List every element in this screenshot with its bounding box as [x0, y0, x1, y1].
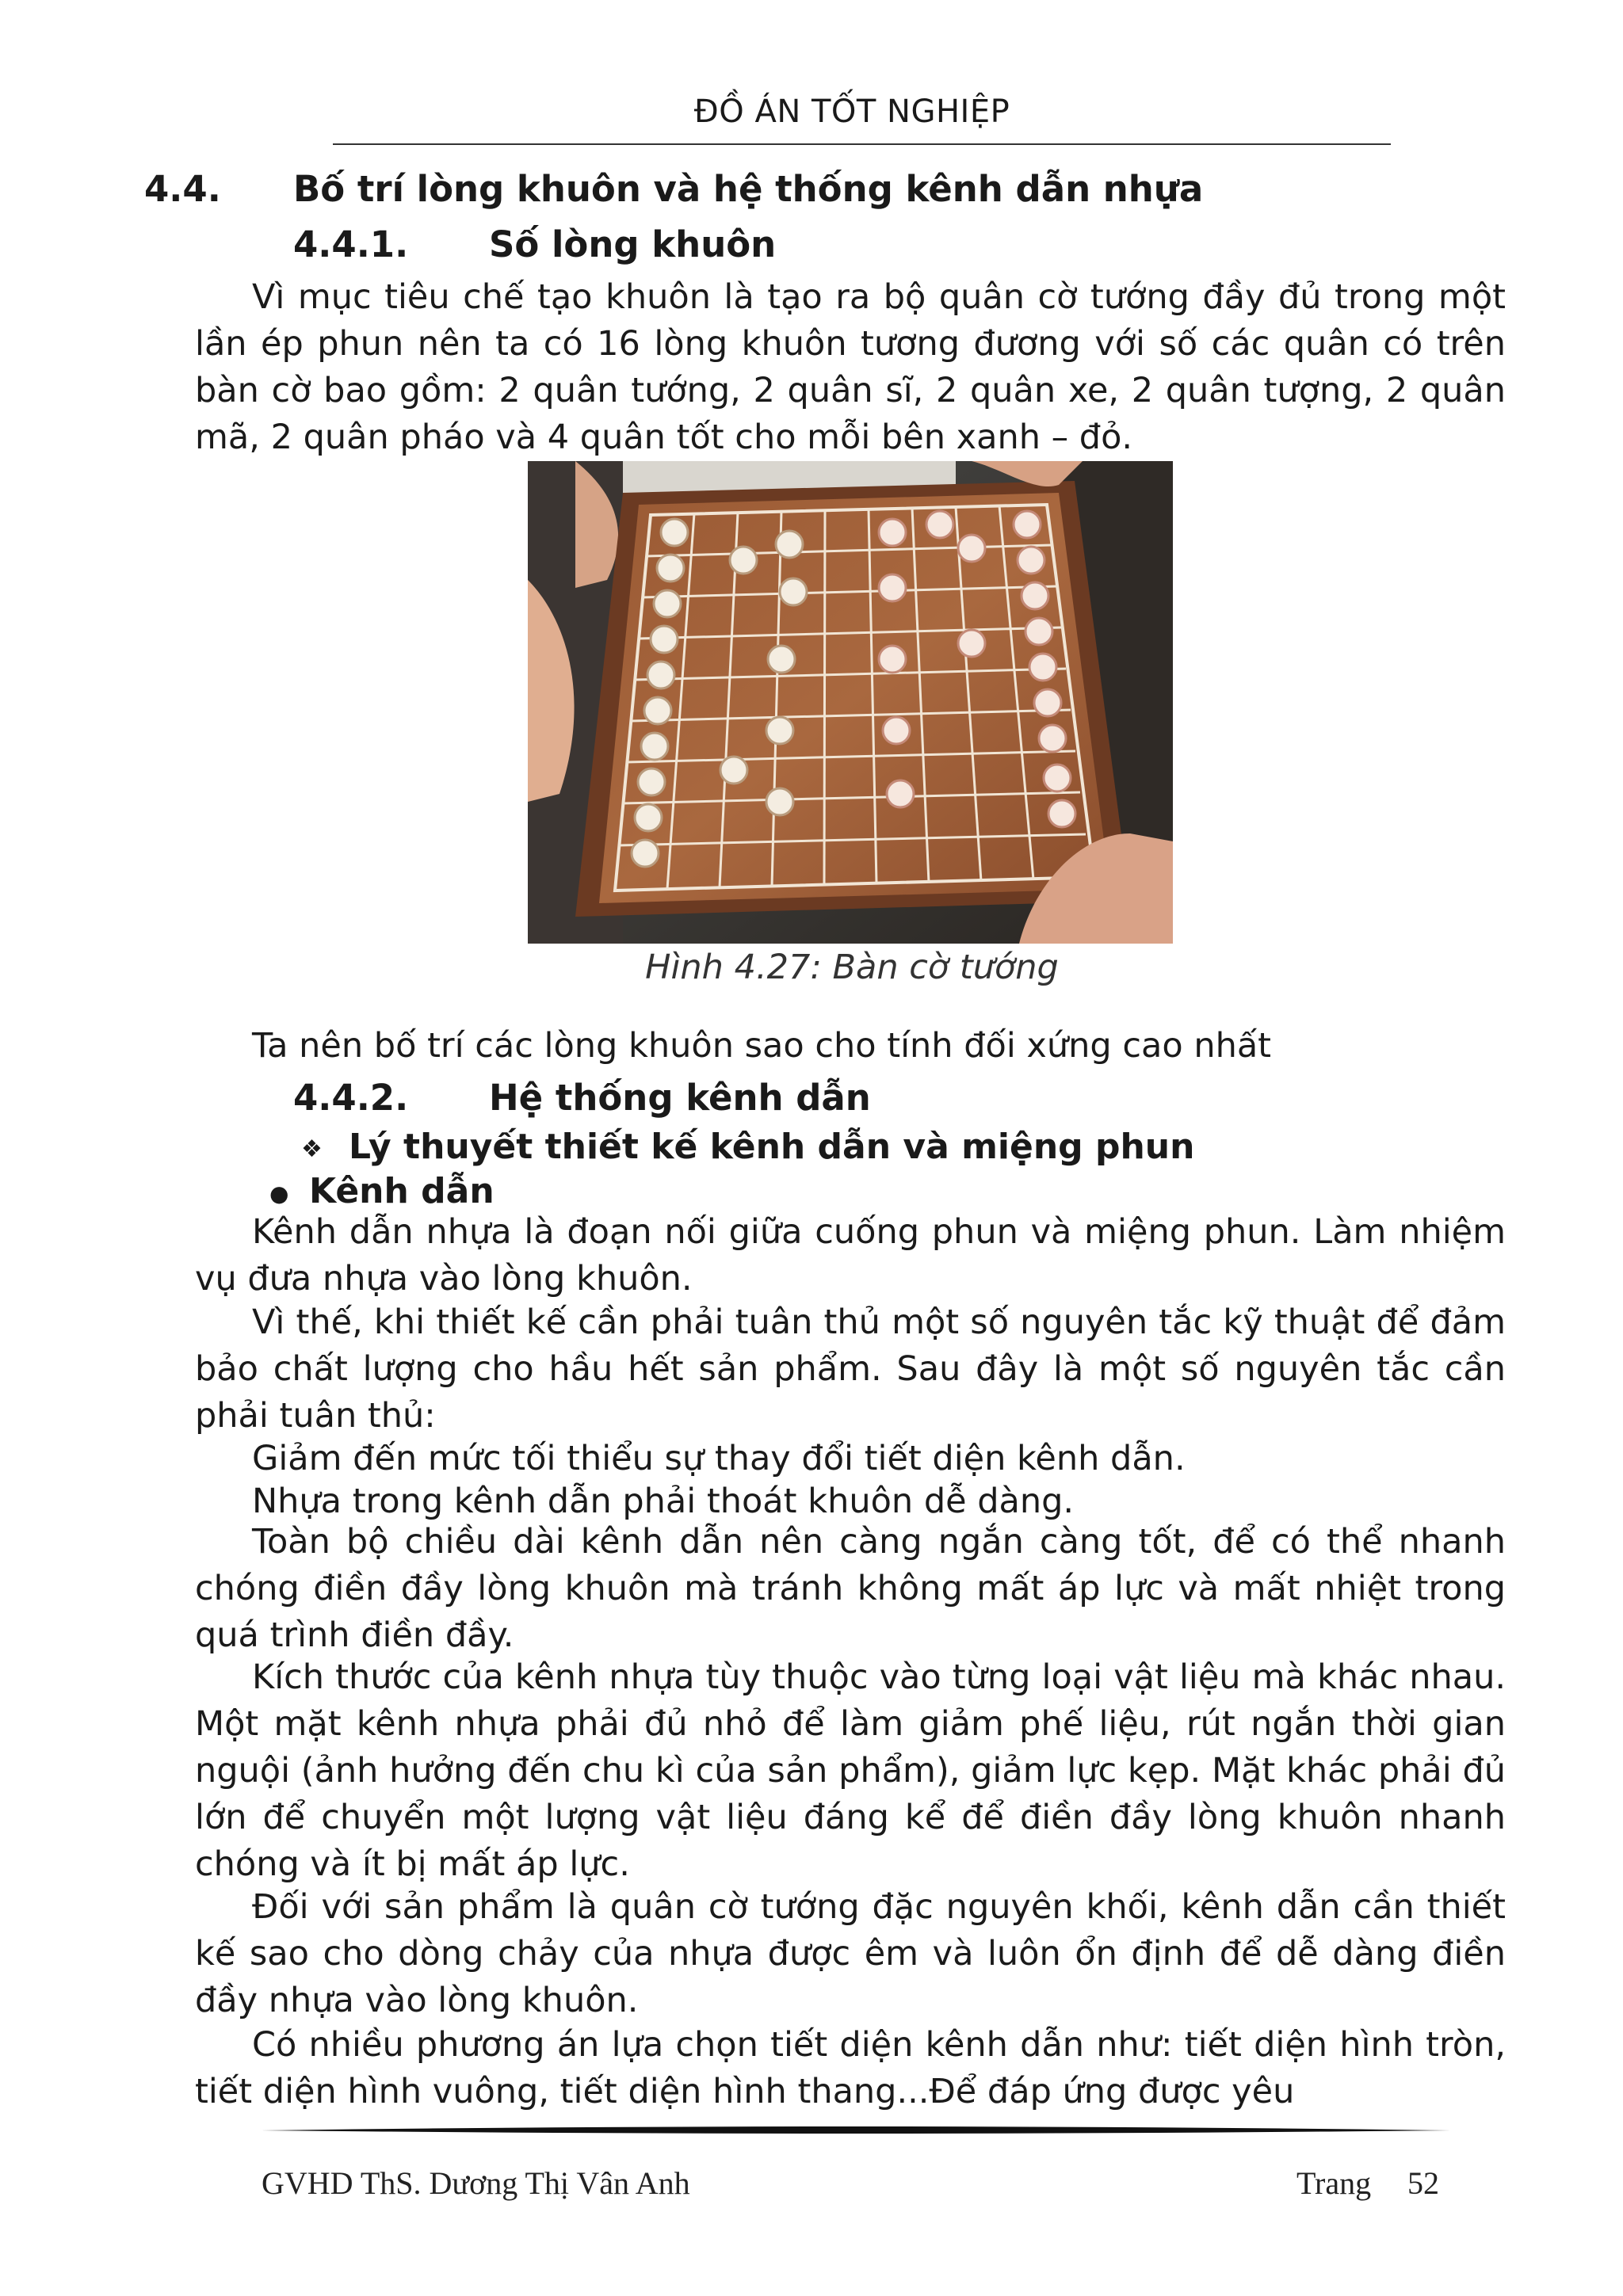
- page-header-title: ĐỒ ÁN TỐT NGHIỆP: [693, 93, 1010, 130]
- section-title: Bố trí lòng khuôn và hệ thống kênh dẫn nhựa: [293, 168, 1204, 210]
- section-number: 4.4.: [144, 168, 221, 210]
- paragraph-symmetry: Ta nên bố trí các lòng khuôn sao cho tính đối xứng cao nhất: [252, 1026, 1272, 1066]
- dot-bullet-icon: ●: [269, 1180, 289, 1207]
- subsection-number-1: 4.4.1.: [293, 223, 409, 265]
- subsection-heading-2: [293, 1077, 871, 1119]
- paragraph-runner-length: Toàn bộ chiều dài kênh dẫn nên càng ngắn càng tốt, để có thể nhanh chóng điền đầy lòng khuôn mà tránh không mất áp lực và mất nhiệt trong quá trình điền đầy.: [195, 1522, 1506, 1655]
- footer-supervisor: GVHD ThS. Dương Thị Vân Anh: [262, 2165, 690, 2201]
- bullet-runner-text: Kênh dẫn: [309, 1171, 495, 1211]
- principle-line-1: Giảm đến mức tối thiểu sự thay đổi tiết diện kênh dẫn.: [252, 1439, 1186, 1478]
- header-divider: [333, 143, 1391, 145]
- bullet-runner: [269, 1171, 495, 1211]
- bullet-theory-text: Lý thuyết thiết kế kênh dẫn và miệng phun: [349, 1127, 1195, 1167]
- paragraph-runner-size: Kích thước của kênh nhựa tùy thuộc vào từng loại vật liệu mà khác nhau. Một mặt kênh nhựa phải đủ nhỏ để làm giảm phế liệu, rút ngắn thời gian nguội (ảnh hưởng đến chu kì của sản phẩm), giảm lực kẹp. Mặt khác phải đủ lớn để chuyển một lượng vật liệu đáng kể để điền đầy lòng khuôn nhanh chóng và ít bị mất áp lực.: [195, 1657, 1506, 1884]
- bullet-theory: [301, 1127, 1194, 1167]
- subsection-title-1: Số lòng khuôn: [489, 223, 777, 265]
- paragraph-cavity-count: Vì mục tiêu chế tạo khuôn là tạo ra bộ quân cờ tướng đầy đủ trong một lần ép phun nên ta có 16 lòng khuôn tương đương với số các quân có trên bàn cờ bao gồm: 2 quân tướng, 2 quân sĩ, 2 quân xe, 2 quân tượng, 2 quân mã, 2 quân pháo và 4 quân tốt cho mỗi bên xanh – đỏ.: [195, 277, 1506, 457]
- paragraph-principles-intro: Vì thế, khi thiết kế cần phải tuân thủ một số nguyên tắc kỹ thuật để đảm bảo chất lượng cho hầu hết sản phẩm. Sau đây là một số nguyên tắc cần phải tuân thủ:: [195, 1302, 1506, 1436]
- paragraph-cross-section: Có nhiều phương án lựa chọn tiết diện kênh dẫn như: tiết diện hình tròn, tiết diện hình vuông, tiết diện hình thang...Để đáp ứng được yêu: [195, 2025, 1506, 2111]
- paragraph-runner-definition: Kênh dẫn nhựa là đoạn nối giữa cuống phun và miệng phun. Làm nhiệm vụ đưa nhựa vào lòng khuôn.: [195, 1212, 1506, 1299]
- footer-page-number: 52: [1407, 2165, 1439, 2201]
- subsection-heading-1: [293, 223, 776, 265]
- footer-page-label: Trang: [1296, 2165, 1372, 2201]
- footer-divider: [262, 2126, 1450, 2135]
- paragraph-chess-piece: Đối với sản phẩm là quân cờ tướng đặc nguyên khối, kênh dẫn cần thiết kế sao cho dòng chảy của nhựa được êm và luôn ổn định để dễ dàng điền đầy nhựa vào lòng khuôn.: [195, 1887, 1506, 2020]
- diamond-bullet-icon: ❖: [301, 1135, 323, 1163]
- section-heading: [144, 168, 1203, 210]
- subsection-title-2: Hệ thống kênh dẫn: [489, 1077, 871, 1119]
- figure-caption: Hình 4.27: Bàn cờ tướng: [645, 948, 1059, 987]
- principle-line-2: Nhựa trong kênh dẫn phải thoát khuôn dễ dàng.: [252, 1482, 1075, 1521]
- chess-board-photo: [528, 461, 1173, 944]
- subsection-number-2: 4.4.2.: [293, 1077, 409, 1119]
